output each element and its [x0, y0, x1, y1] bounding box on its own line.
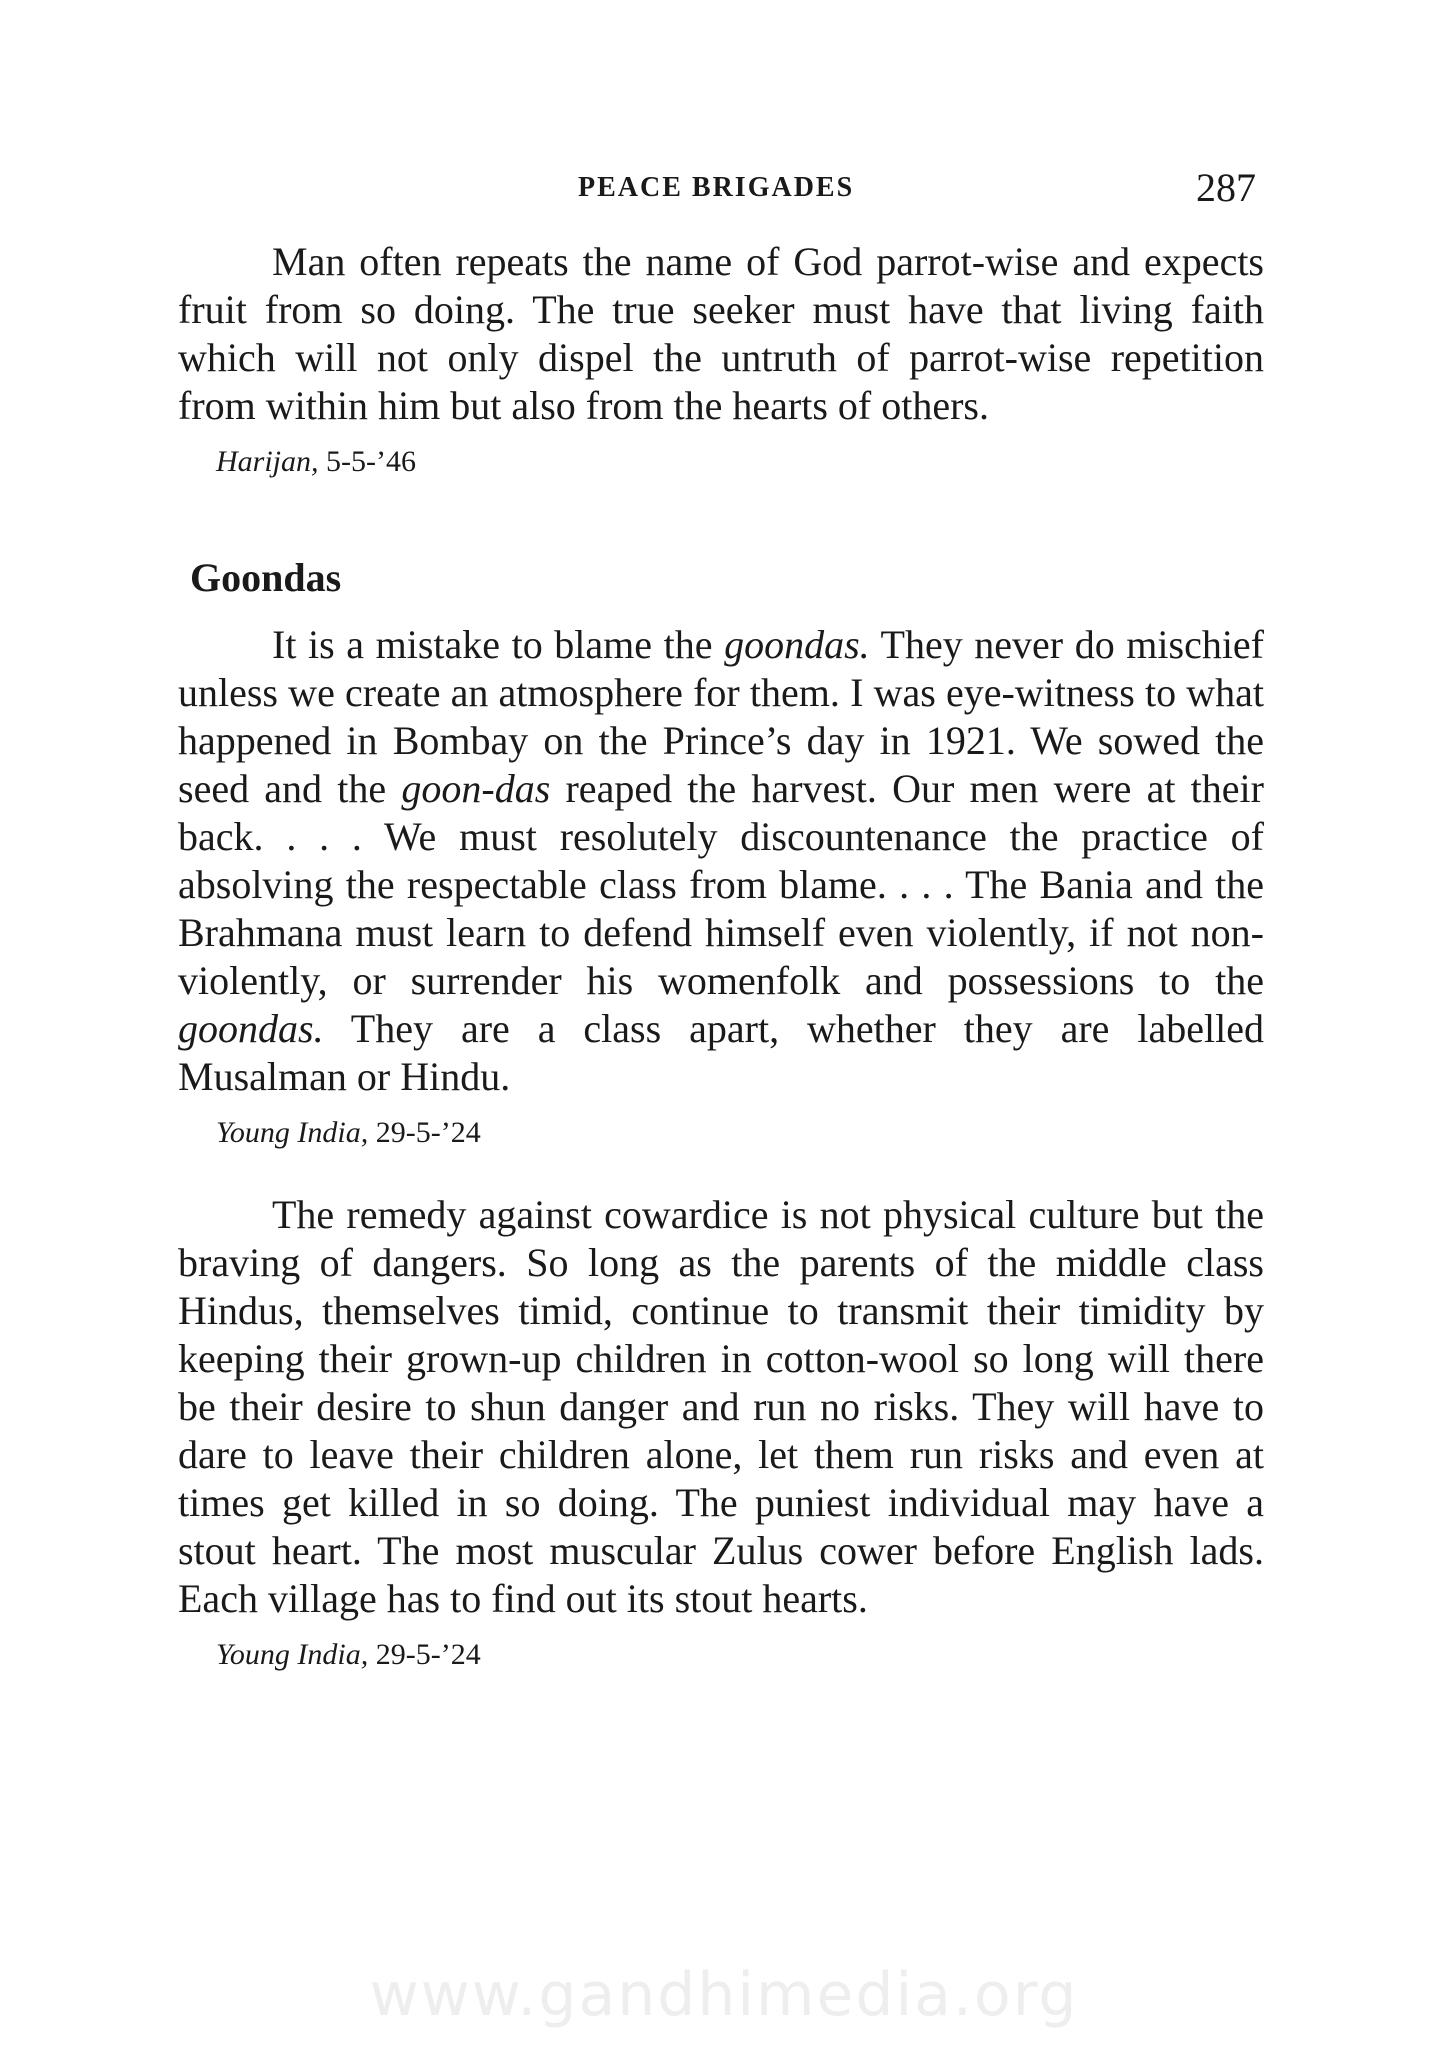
source-date: 5-5-’46	[326, 445, 416, 478]
spacer	[178, 1153, 1264, 1191]
page-number: 287	[1196, 165, 1256, 210]
paragraph-parrot-wise: Man often repeats the name of God parrot-wise and expects fruit from so doing. The true seeker must have that living faith which will not only dispel the untruth of parrot-wise repetition from within him but also from the hearts of others.	[178, 239, 1264, 428]
italic-term: goon-das	[401, 766, 551, 811]
paragraph-goondas	[178, 621, 1264, 1101]
paragraph-text: They never do mischief unless we create an atmosphere for them. I was eye-witness to what happened in Bombay on the Prince’s day in 1921. We sowed the seed and the	[178, 622, 1265, 811]
section-heading: Goondas	[190, 555, 342, 600]
source-date: 29-5-’24	[375, 1638, 481, 1671]
source-citation-young-india-2	[178, 1635, 1264, 1675]
italic-term: goondas.	[178, 1006, 324, 1051]
paragraph-text: They are a class apart, whether they are labelled Musalman or Hindu.	[178, 1006, 1264, 1099]
italic-term: goondas.	[724, 622, 870, 667]
source-citation-harijan	[178, 442, 1264, 482]
source-citation-young-india-1	[178, 1113, 1264, 1153]
paragraph-text: It is a mistake to blame the	[272, 622, 725, 667]
source-publication: Young India,	[216, 1116, 369, 1149]
source-publication: Young India,	[216, 1638, 369, 1671]
page-content	[178, 238, 1264, 1675]
paragraph-text: reaped the harvest. Our men were at their back. . . . We must resolutely discountenance the practice of absolving the respectable class from blame. . . . The Bania and the Brahmana must learn to defend himself even violently, if not non-violently, or surrender his womenfolk and possessions to the	[178, 766, 1264, 1003]
source-date: 29-5-’24	[375, 1116, 481, 1149]
source-publication: Harijan,	[216, 445, 319, 478]
watermark: www.gandhimedia.org	[369, 1960, 1079, 2030]
paragraph-cowardice: The remedy against cowardice is not physical culture but the braving of dangers. So long as the parents of the middle class Hindus, themselves timid, continue to transmit their timidity by keeping their grown-up children in cotton-wool so long will there be their desire to shun danger and run no risks. They will have to dare to leave their children alone, let them run risks and even at times get killed in so doing. The puniest individual may have a stout heart. The most muscular Zulus cower before English lads. Each village has to find out its stout hearts.	[178, 1192, 1264, 1621]
running-title: PEACE BRIGADES	[578, 172, 855, 203]
